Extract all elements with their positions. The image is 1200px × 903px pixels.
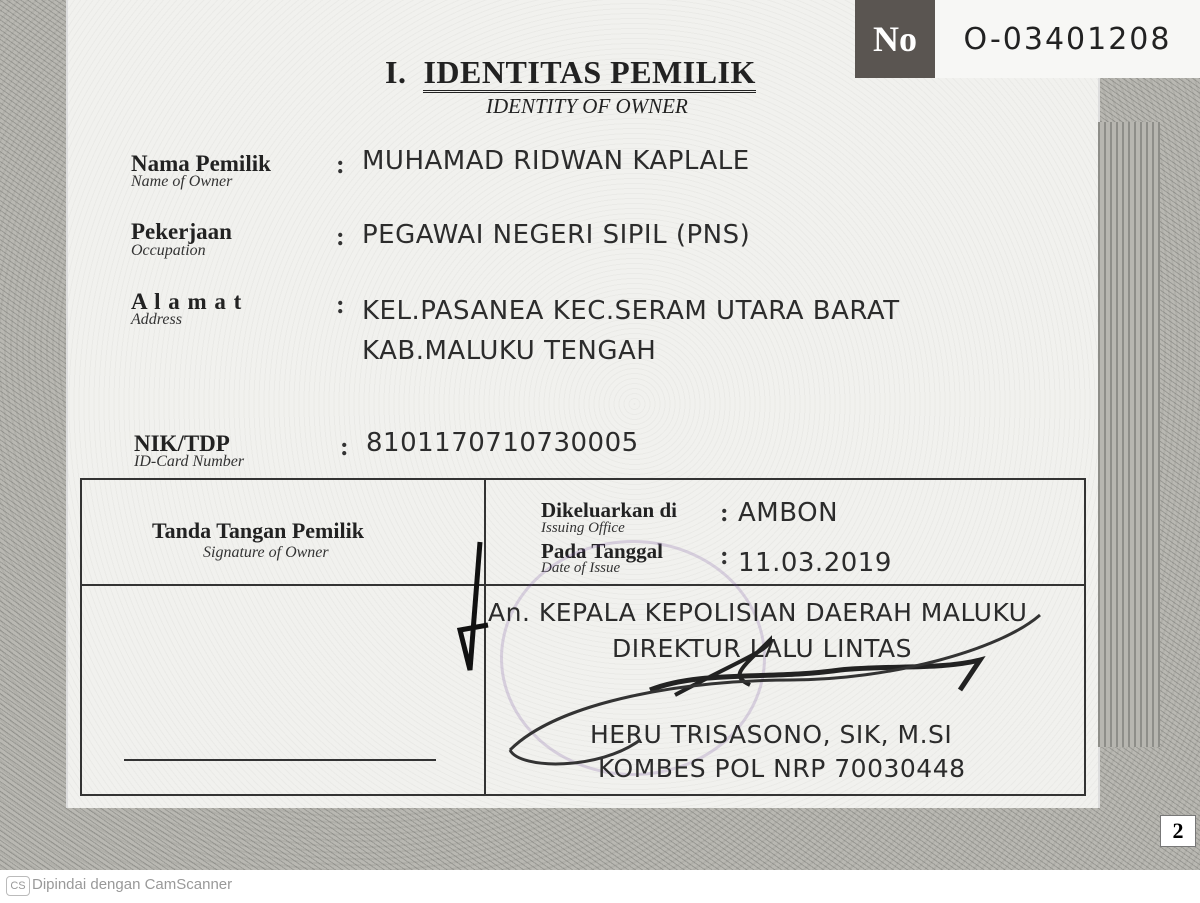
issue-date-label: Pada Tanggal — [541, 539, 663, 563]
nik-label: NIK/TDP — [134, 431, 230, 456]
occupation-label: Pekerjaan — [131, 219, 232, 244]
page-number: 2 — [1160, 815, 1196, 847]
issuing-office-label: Dikeluarkan di — [541, 498, 677, 522]
authority-line2: DIREKTUR LALU LINTAS — [612, 634, 912, 663]
officer-rank: KOMBES POL NRP 70030448 — [598, 754, 966, 783]
owner-signature-label: Tanda Tangan Pemilik — [152, 518, 364, 543]
authority-line1: An. KEPALA KEPOLISIAN DAERAH MALUKU — [488, 598, 1028, 627]
owner-name: MUHAMAD RIDWAN KAPLALE — [362, 146, 750, 176]
section-title-text: IDENTITAS PEMILIK — [423, 54, 755, 93]
name-sublabel: Name of Owner — [131, 173, 233, 190]
nik-colon: : — [340, 432, 349, 461]
camscanner-logo: CS — [6, 876, 30, 896]
address-label: A l a m a t — [131, 289, 243, 314]
nik-sublabel: ID-Card Number — [134, 453, 245, 470]
section-number: I. — [385, 54, 407, 90]
issue-date-value: 11.03.2019 — [738, 548, 892, 578]
address-colon: : — [336, 290, 345, 319]
owner-address-line1: KEL.PASANEA KEC.SERAM UTARA BARAT — [362, 296, 900, 326]
occupation-sublabel: Occupation — [131, 242, 206, 259]
name-colon: : — [336, 150, 345, 179]
section-title — [385, 54, 756, 91]
border-pattern — [1098, 122, 1160, 747]
owner-nik: 8101170710730005 — [366, 428, 639, 458]
issuing-office-colon: : — [720, 498, 729, 527]
issue-date-colon: : — [720, 541, 729, 570]
officer-name: HERU TRISASONO, SIK, M.SI — [590, 720, 953, 749]
table-hline-left — [80, 584, 486, 586]
address-sublabel: Address — [131, 311, 182, 328]
document-no-label: No — [855, 0, 935, 78]
issuing-office-sublabel: Issuing Office — [541, 520, 625, 536]
issuing-office-value: AMBON — [738, 498, 839, 528]
camscanner-text: Dipindai dengan CamScanner — [32, 876, 233, 893]
signature-icon — [440, 520, 1060, 780]
occupation-colon: : — [336, 222, 345, 251]
owner-address-line2: KAB.MALUKU TENGAH — [362, 336, 657, 366]
owner-occupation: PEGAWAI NEGERI SIPIL (PNS) — [362, 220, 751, 250]
name-label: Nama Pemilik — [131, 151, 271, 176]
owner-signature-sublabel: Signature of Owner — [203, 544, 329, 561]
section-subtitle: IDENTITY OF OWNER — [486, 94, 688, 118]
issue-date-sublabel: Date of Issue — [541, 560, 621, 576]
owner-signature-line — [124, 759, 436, 761]
document-number: O-03401208 — [935, 0, 1200, 78]
